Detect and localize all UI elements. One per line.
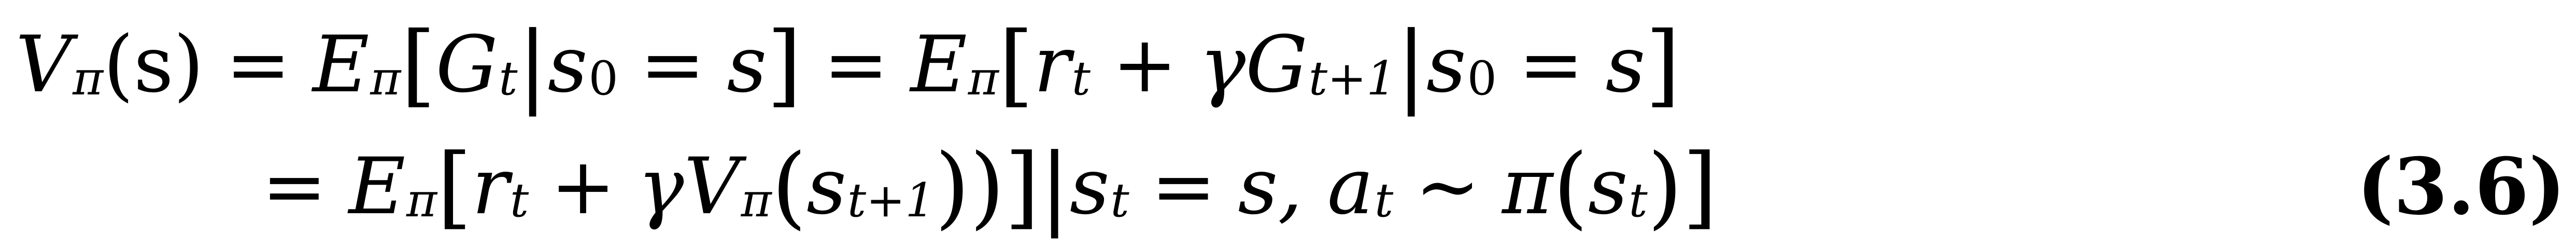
paren-open: (	[1553, 134, 1588, 239]
equals-sign: =	[1151, 142, 1216, 232]
policy-subscript: π	[968, 51, 999, 106]
conditional-bar: |	[517, 12, 548, 117]
equals-sign: =	[823, 20, 889, 110]
bracket-open: [	[998, 12, 1034, 117]
time-subscript: t	[1629, 173, 1648, 228]
state-symbol: s	[1605, 20, 1646, 110]
plus-sign: +	[550, 142, 616, 232]
paren-close: )	[1647, 134, 1683, 239]
policy-subscript: π	[406, 173, 437, 228]
policy-subscript: π	[741, 173, 772, 228]
conditional-bar: |	[1396, 12, 1426, 117]
expectation-symbol: E	[910, 20, 967, 110]
return-symbol: G	[1245, 20, 1308, 110]
return-symbol: G	[435, 20, 498, 110]
state-symbol: s	[727, 20, 767, 110]
reward-symbol: r	[1034, 20, 1071, 110]
bracket-close: ]	[1004, 134, 1040, 239]
conditional-bar: |	[1039, 134, 1070, 239]
state-symbol: s	[1588, 142, 1628, 232]
time-subscript: t	[1071, 51, 1091, 106]
time-subscript: t	[1110, 173, 1129, 228]
zero-subscript: 0	[588, 51, 618, 106]
distributed-as-sign: ∼	[1415, 142, 1480, 232]
state-argument: (s)	[103, 20, 204, 110]
bracket-close: ]	[767, 12, 802, 117]
equation-line-2	[262, 135, 1717, 239]
value-function-symbol: V	[684, 142, 740, 232]
time-subscript: t	[1374, 173, 1394, 228]
equation-line-1	[16, 13, 1680, 117]
action-symbol: a	[1327, 142, 1374, 232]
state-symbol: s,	[1238, 142, 1303, 232]
bracket-open: [	[437, 134, 472, 239]
state-symbol: s	[806, 142, 847, 232]
discount-factor-symbol: γ	[637, 142, 684, 232]
state-symbol: s	[1426, 20, 1466, 110]
bracket-close: ]	[1682, 134, 1718, 239]
value-function-symbol: V	[16, 20, 72, 110]
paren-open: (	[771, 134, 807, 239]
expectation-symbol: E	[348, 142, 406, 232]
equation-number: (3.6)	[2357, 141, 2566, 232]
policy-subscript: π	[370, 51, 401, 106]
bracket-open: [	[401, 12, 436, 117]
state-symbol: s	[1069, 142, 1110, 232]
plus-sign: +	[1112, 20, 1178, 110]
state-symbol: s	[547, 20, 588, 110]
next-time-subscript: t+1	[1308, 51, 1396, 106]
reward-symbol: r	[472, 142, 509, 232]
equals-sign: =	[640, 20, 705, 110]
policy-subscript: π	[73, 51, 104, 106]
expectation-symbol: E	[313, 20, 370, 110]
policy-symbol: π	[1502, 142, 1553, 232]
equals-sign: =	[1518, 20, 1584, 110]
next-time-subscript: t+1	[847, 173, 935, 228]
bracket-close: ]	[1645, 12, 1680, 117]
equals-sign: =	[225, 20, 291, 110]
time-subscript: t	[499, 51, 518, 106]
zero-subscript: 0	[1467, 51, 1497, 106]
equals-sign: =	[262, 142, 327, 232]
time-subscript: t	[509, 173, 529, 228]
discount-factor-symbol: γ	[1199, 20, 1246, 110]
paren-close: ))	[935, 134, 1005, 239]
